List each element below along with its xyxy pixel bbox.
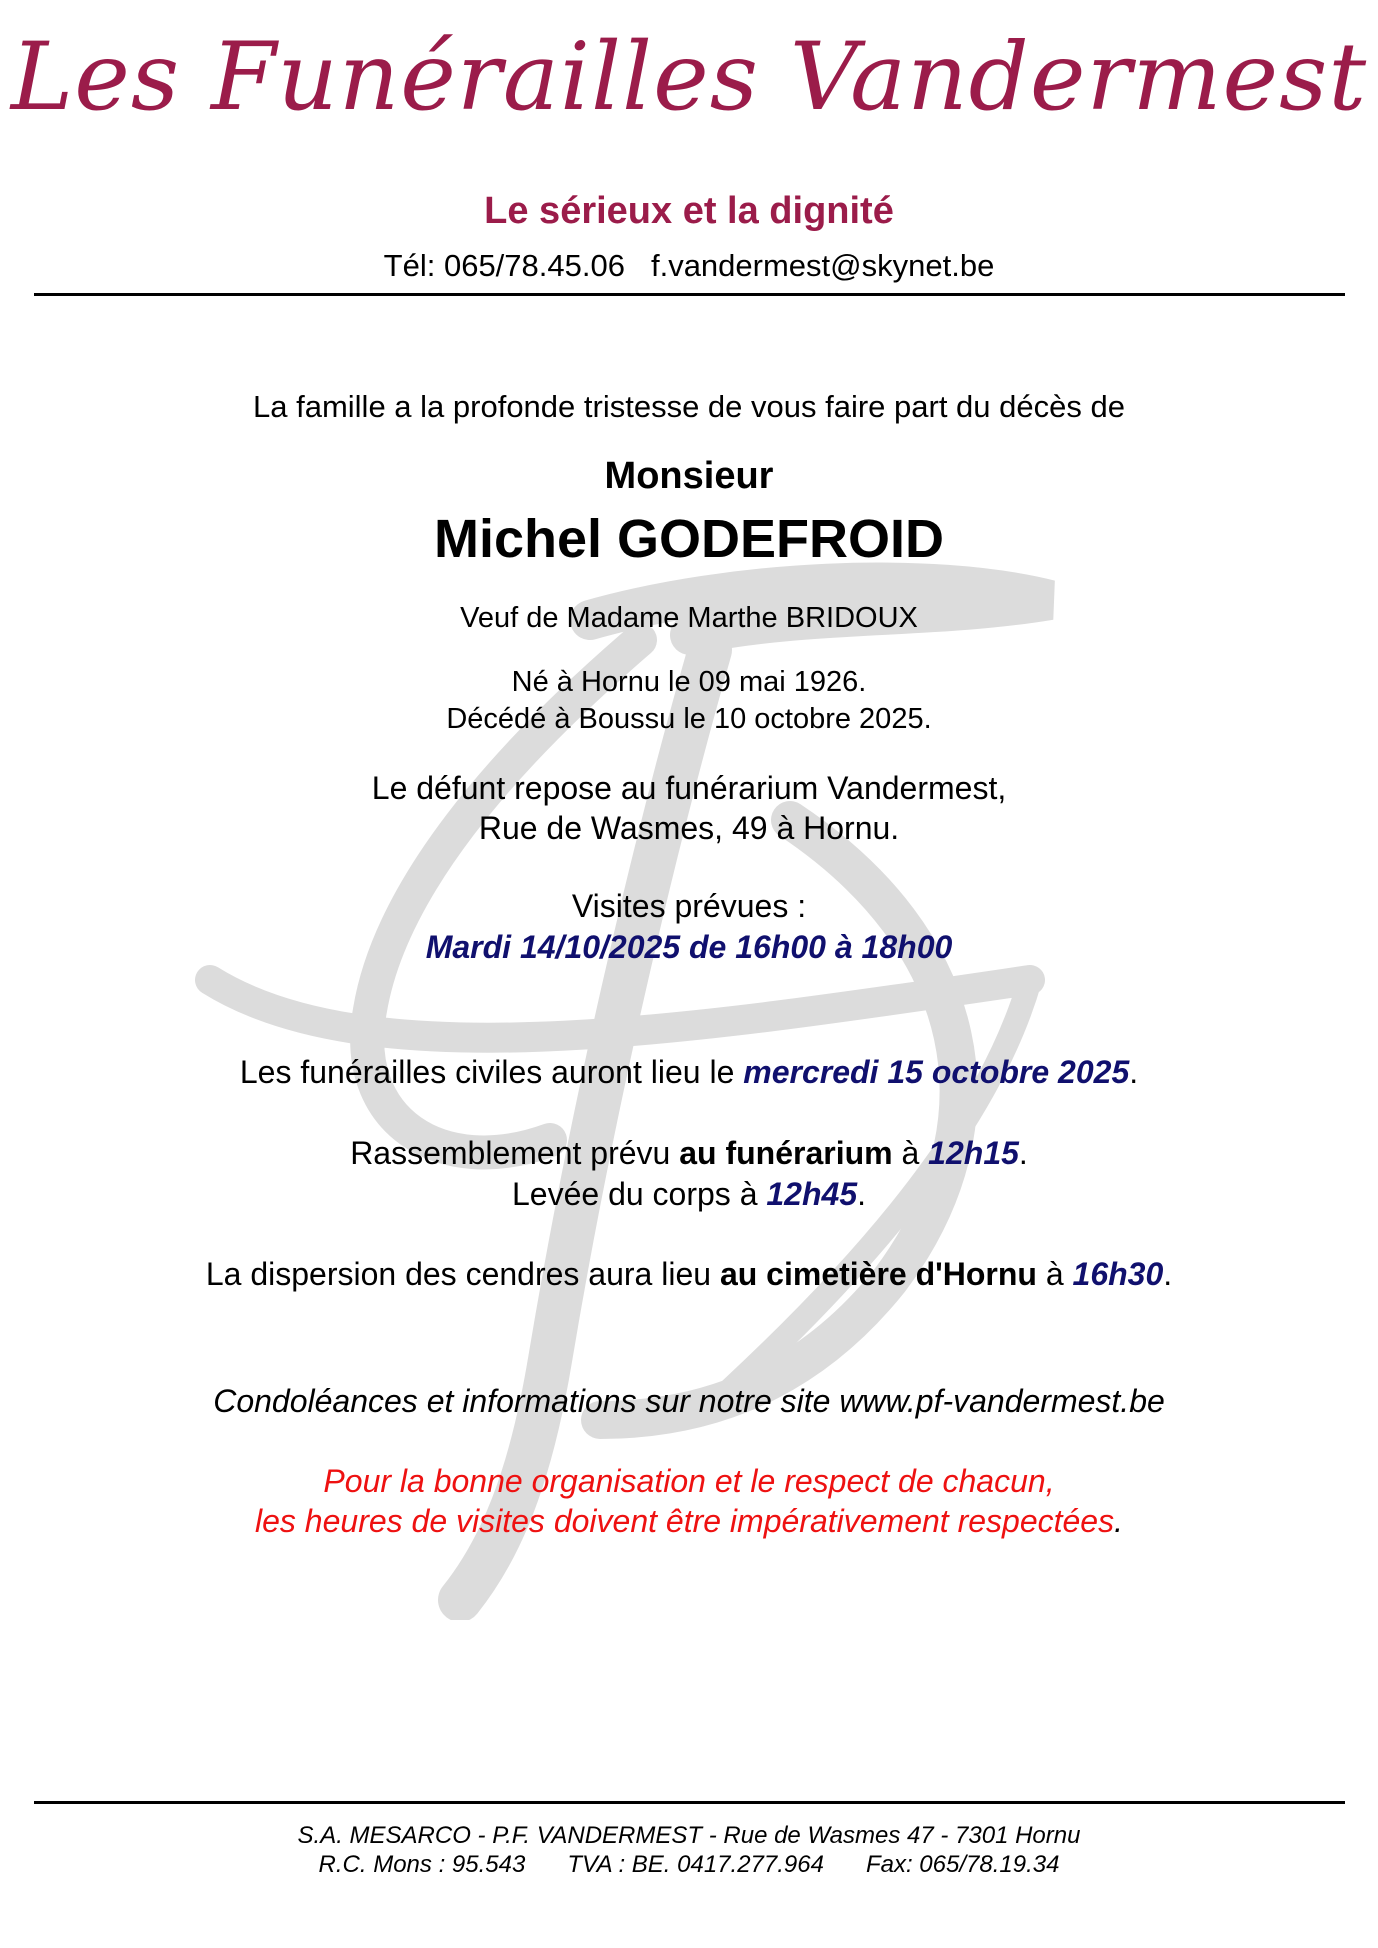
ash-dispersion-line: La dispersion des cendres aura lieu au cimetière d'Hornu à 16h30. <box>205 1256 1173 1292</box>
visit-warning-line1: Pour la bonne organisation et le respect de chacun, <box>323 1463 1055 1499</box>
visit-warning-line2: les heures de visites doivent être impérativement respectées. <box>255 1503 1123 1539</box>
email-address: f.vandermest@skynet.be <box>650 248 995 283</box>
body-lifting-line: Levée du corps à 12h45. <box>511 1176 866 1212</box>
death-info: Décédé à Boussu le 10 octobre 2025. <box>446 703 932 735</box>
birth-info: Né à Hornu le 09 mai 1926. <box>511 666 867 698</box>
footer-divider <box>34 1801 1345 1804</box>
visits-schedule: Mardi 14/10/2025 de 16h00 à 18h00 <box>425 929 953 965</box>
dispersion-place: au cimetière d'Hornu <box>719 1256 1037 1292</box>
rest-place-line1: Le défunt repose au funérarium Vandermest, <box>371 770 1007 806</box>
rc-number: R.C. Mons : 95.543 <box>318 1851 526 1878</box>
visits-label: Visites prévues : <box>571 888 807 924</box>
civil-funeral-line: Les funérailles civiles auront lieu le mercredi 15 octobre 2025. <box>239 1054 1139 1090</box>
tagline: Le sérieux et la dignité <box>484 190 894 232</box>
company-registration <box>0 1851 1378 1879</box>
funeral-home-logo: Les Funérailles Vandermest <box>10 23 1368 132</box>
deceased-title: Monsieur <box>604 455 774 497</box>
dispersion-time: 16h30 <box>1072 1256 1164 1292</box>
contact-info <box>0 248 1378 284</box>
company-address: S.A. MESARCO - P.F. VANDERMEST - Rue de Wasmes 47 - 7301 Hornu <box>297 1822 1081 1849</box>
gathering-line: Rassemblement prévu au funérarium à 12h15. <box>350 1135 1028 1171</box>
announcement-intro: La famille a la profonde tristesse de vous faire part du décès de <box>253 389 1125 424</box>
gathering-time: 12h15 <box>928 1135 1019 1171</box>
deceased-relation: Veuf de Madame Marthe BRIDOUX <box>460 602 918 634</box>
condolences-note: Condoléances et informations sur notre site www.pf-vandermest.be <box>213 1383 1165 1419</box>
vat-number: TVA : BE. 0417.277.964 <box>567 1851 824 1878</box>
rest-place-line2: Rue de Wasmes, 49 à Hornu. <box>478 810 900 846</box>
gathering-place: au funérarium <box>679 1135 893 1171</box>
header-divider <box>34 293 1345 296</box>
civil-funeral-date: mercredi 15 octobre 2025 <box>743 1054 1130 1090</box>
phone-number: Tél: 065/78.45.06 <box>383 248 625 283</box>
body-lifting-time: 12h45 <box>766 1176 858 1212</box>
fax-number: Fax: 065/78.19.34 <box>865 1851 1060 1878</box>
deceased-name: Michel GODEFROID <box>433 509 945 569</box>
